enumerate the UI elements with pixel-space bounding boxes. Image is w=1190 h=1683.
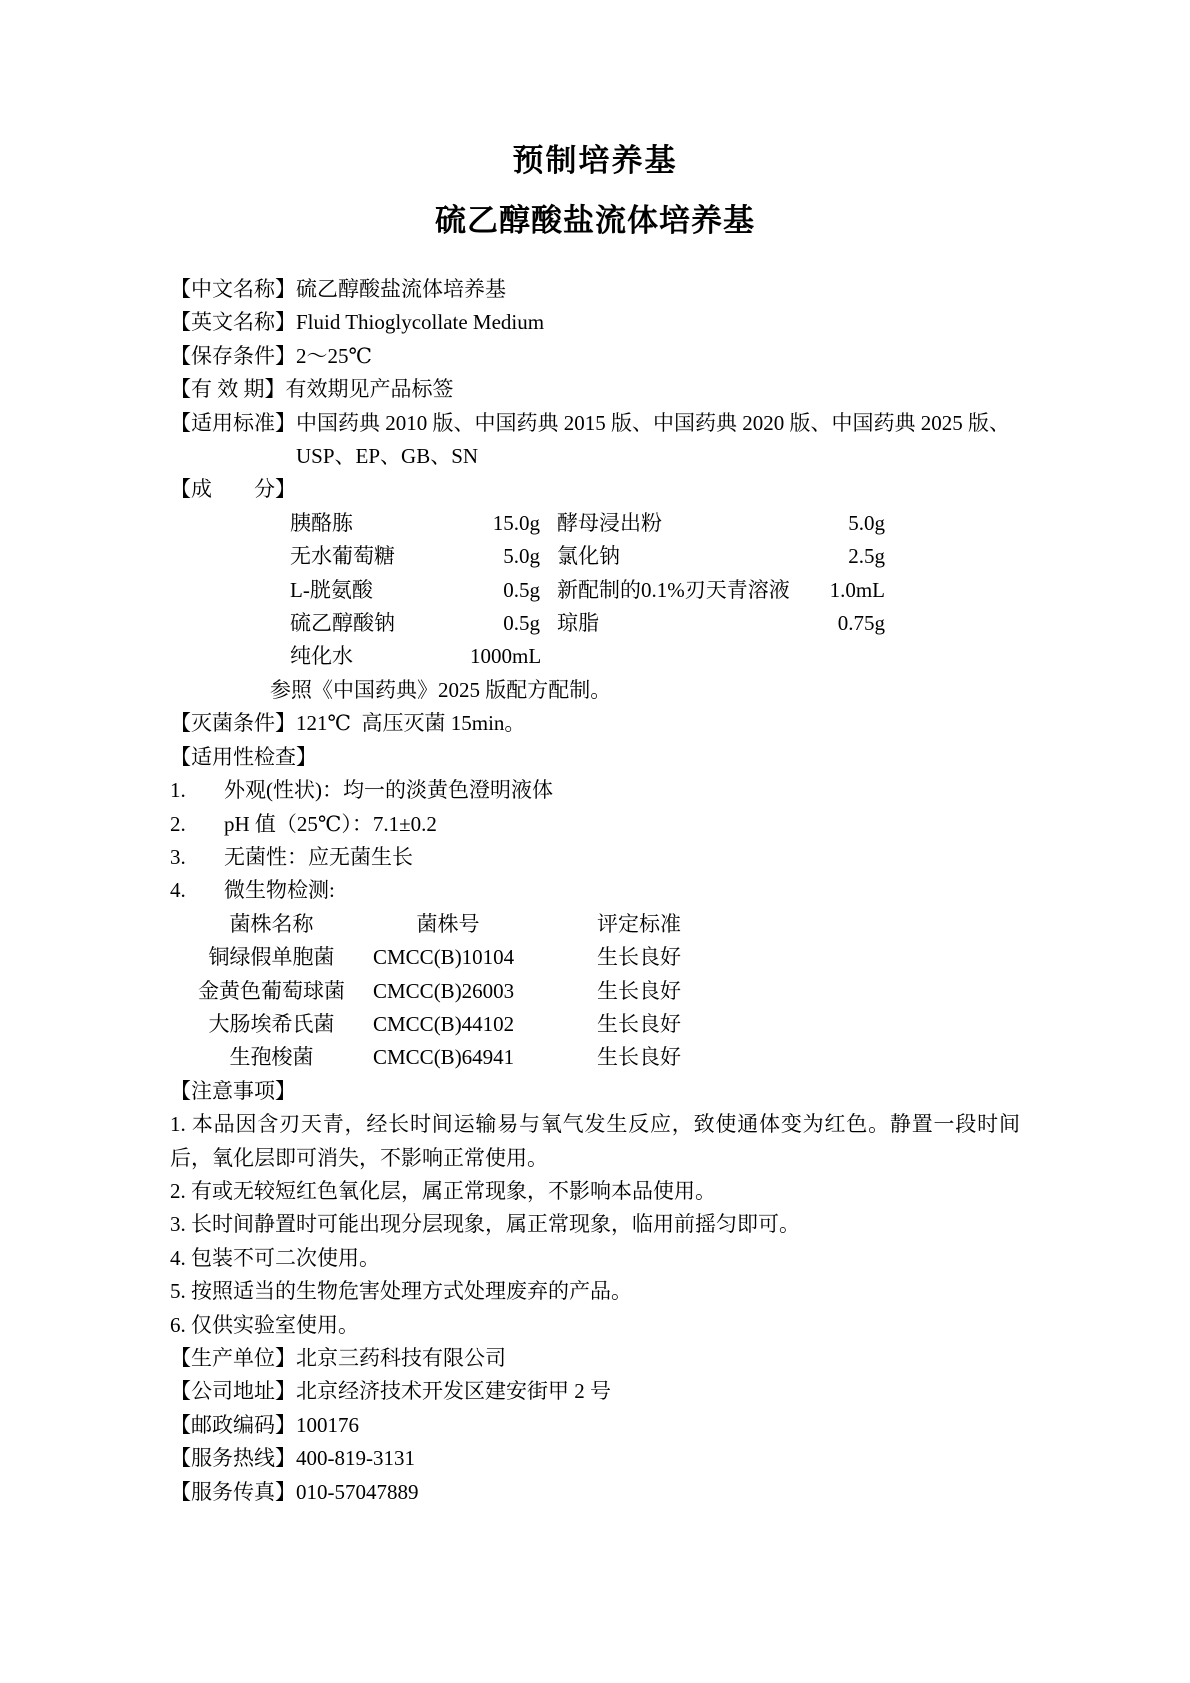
table-cell-strain-name: 金黄色葡萄球菌 [198, 978, 345, 1003]
ingredient-name: L-胱氨酸 [290, 577, 373, 602]
field-label: 【生产单位】 [170, 1346, 296, 1370]
table-row [170, 975, 1020, 1008]
suitability-section-label: 【适用性检查】 [170, 744, 317, 769]
notices-section-label: 【注意事项】 [170, 1078, 296, 1103]
ingredient-row [290, 574, 1020, 607]
field-applicable-standards [170, 407, 1020, 474]
ingredient-row [290, 640, 1020, 673]
field-value: 121℃ 高压灭菌 15min。 [296, 711, 526, 736]
field-english-name [170, 306, 1020, 339]
notice-item: 3. 长时间静置时可能出现分层现象，属正常现象，临用前摇匀即可。 [170, 1212, 800, 1237]
table-cell-criteria: 生长良好 [597, 945, 681, 970]
field-sterilization [170, 707, 1020, 740]
ingredient-amount: 2.5g [848, 544, 885, 569]
item-number: 3. [170, 844, 186, 869]
table-cell-criteria: 生长良好 [597, 1011, 681, 1036]
table-cell-criteria: 生长良好 [597, 978, 681, 1003]
microbe-table [170, 908, 1020, 1075]
table-header-row [170, 908, 1020, 941]
suitability-item [170, 841, 1020, 874]
ingredient-row [290, 507, 1020, 540]
item-text: 微生物检测: [224, 878, 335, 903]
table-row [170, 1008, 1020, 1041]
notice-item: 4. 包装不可二次使用。 [170, 1245, 380, 1270]
field-label: 【英文名称】 [170, 310, 296, 335]
table-cell-strain-name: 铜绿假单胞菌 [208, 945, 335, 970]
field-manufacturer [170, 1342, 1020, 1375]
field-value: 硫乙醇酸盐流体培养基 [296, 277, 506, 301]
ingredient-name: 纯化水 [290, 644, 353, 669]
field-chinese-name [170, 273, 1020, 306]
standards-line-2: USP、EP、GB、SN [296, 444, 479, 469]
ingredient-amount: 0.5g [503, 611, 540, 636]
table-header-strain-name: 菌株名称 [229, 911, 314, 936]
item-text: pH 值（25℃）：7.1±0.2 [224, 811, 437, 836]
notice-item: 1. 本品因含刃天青，经长时间运输易与氧气发生反应，致使通体变为红色。静置一段时间后，氧化层即可消失，不影响正常使用。 [170, 1112, 1020, 1170]
item-text: 无菌性：应无菌生长 [224, 844, 413, 869]
ingredient-name [540, 640, 827, 673]
item-text: 外观(性状)：均一的淡黄色澄明液体 [224, 778, 553, 803]
field-label: 【服务热线】 [170, 1446, 296, 1471]
field-value: 有效期见产品标签 [285, 377, 454, 402]
table-header-criteria: 评定标准 [597, 911, 681, 936]
table-cell-criteria: 生长良好 [597, 1045, 681, 1070]
ingredient-name: 琼脂 [557, 611, 599, 636]
field-value: 100176 [296, 1412, 359, 1437]
field-value [296, 407, 1020, 474]
notice-item: 5. 按照适当的生物危害处理方式处理废弃的产品。 [170, 1279, 632, 1304]
table-cell-strain-number: CMCC(B)26003 [373, 978, 515, 1003]
field-service-hotline [170, 1442, 1020, 1475]
field-label: 【服务传真】 [170, 1479, 296, 1504]
ingredient-amount: 0.5g [503, 577, 540, 602]
ingredient-row [290, 540, 1020, 573]
field-postal-code [170, 1409, 1020, 1442]
suitability-item [170, 808, 1020, 841]
field-label: 【有 效 期】 [170, 377, 286, 402]
ingredient-name: 酵母浸出粉 [557, 510, 662, 535]
table-cell-strain-name: 大肠埃希氏菌 [208, 1011, 335, 1036]
ingredient-row [290, 607, 1020, 640]
suitability-item [170, 774, 1020, 807]
ingredient-amount [827, 640, 885, 673]
field-label: 【中文名称】 [170, 277, 296, 301]
table-cell-strain-number: CMCC(B)10104 [373, 945, 515, 970]
field-label: 【邮政编码】 [170, 1412, 296, 1437]
field-service-fax [170, 1476, 1020, 1509]
ingredient-name: 新配制的0.1%刃天青溶液 [557, 577, 790, 602]
field-value: 2～25℃ [296, 343, 372, 368]
ingredient-name: 胰酪胨 [290, 510, 353, 535]
table-row [170, 1041, 1020, 1074]
ingredient-name: 硫乙醇酸钠 [290, 611, 395, 636]
composition-note: 参照《中国药典》2025 版配方配制。 [270, 677, 612, 702]
ingredient-amount: 5.0g [503, 544, 540, 569]
ingredient-amount: 5.0g [848, 510, 885, 535]
table-header-strain-number: 菌株号 [416, 911, 480, 936]
page-subtitle: 硫乙醇酸盐流体培养基 [435, 203, 755, 238]
page-title: 预制培养基 [512, 143, 678, 178]
suitability-item [170, 874, 1020, 907]
ingredient-name: 无水葡萄糖 [290, 544, 395, 569]
table-cell-strain-name: 生孢梭菌 [229, 1045, 314, 1070]
ingredient-amount: 1.0mL [829, 577, 885, 602]
item-number: 1. [170, 778, 186, 803]
table-row [170, 941, 1020, 974]
field-company-address [170, 1375, 1020, 1408]
field-value: Fluid Thioglycollate Medium [296, 310, 545, 335]
field-value: 北京三药科技有限公司 [296, 1346, 506, 1370]
field-label: 【适用标准】 [170, 410, 296, 435]
field-value: 北京经济技术开发区建安街甲 2 号 [296, 1379, 611, 1404]
composition-section-label: 【成 分】 [170, 477, 296, 502]
item-number: 2. [170, 811, 186, 836]
standards-line-1: 中国药典 2010 版、中国药典 2015 版、中国药典 2020 版、中国药典 2025 版、 [296, 410, 1010, 435]
document-body [170, 273, 1020, 1509]
table-cell-strain-number: CMCC(B)64941 [373, 1045, 515, 1070]
composition-table [170, 507, 1020, 674]
field-label: 【保存条件】 [170, 343, 296, 368]
field-shelf-life [170, 373, 1020, 406]
notice-item: 6. 仅供实验室使用。 [170, 1312, 359, 1337]
field-label: 【灭菌条件】 [170, 711, 296, 736]
field-label: 【公司地址】 [170, 1379, 296, 1404]
notice-item: 2. 有或无较短红色氧化层，属正常现象，不影响本品使用。 [170, 1178, 716, 1203]
ingredient-name: 氯化钠 [557, 544, 620, 569]
field-value: 400-819-3131 [296, 1446, 415, 1471]
field-value: 010-57047889 [296, 1479, 419, 1504]
ingredient-amount: 15.0g [492, 510, 540, 535]
table-cell-strain-number: CMCC(B)44102 [373, 1011, 515, 1036]
item-number: 4. [170, 878, 186, 903]
ingredient-amount: 1000mL [470, 644, 542, 669]
field-storage-condition [170, 340, 1020, 373]
ingredient-amount: 0.75g [837, 611, 885, 636]
